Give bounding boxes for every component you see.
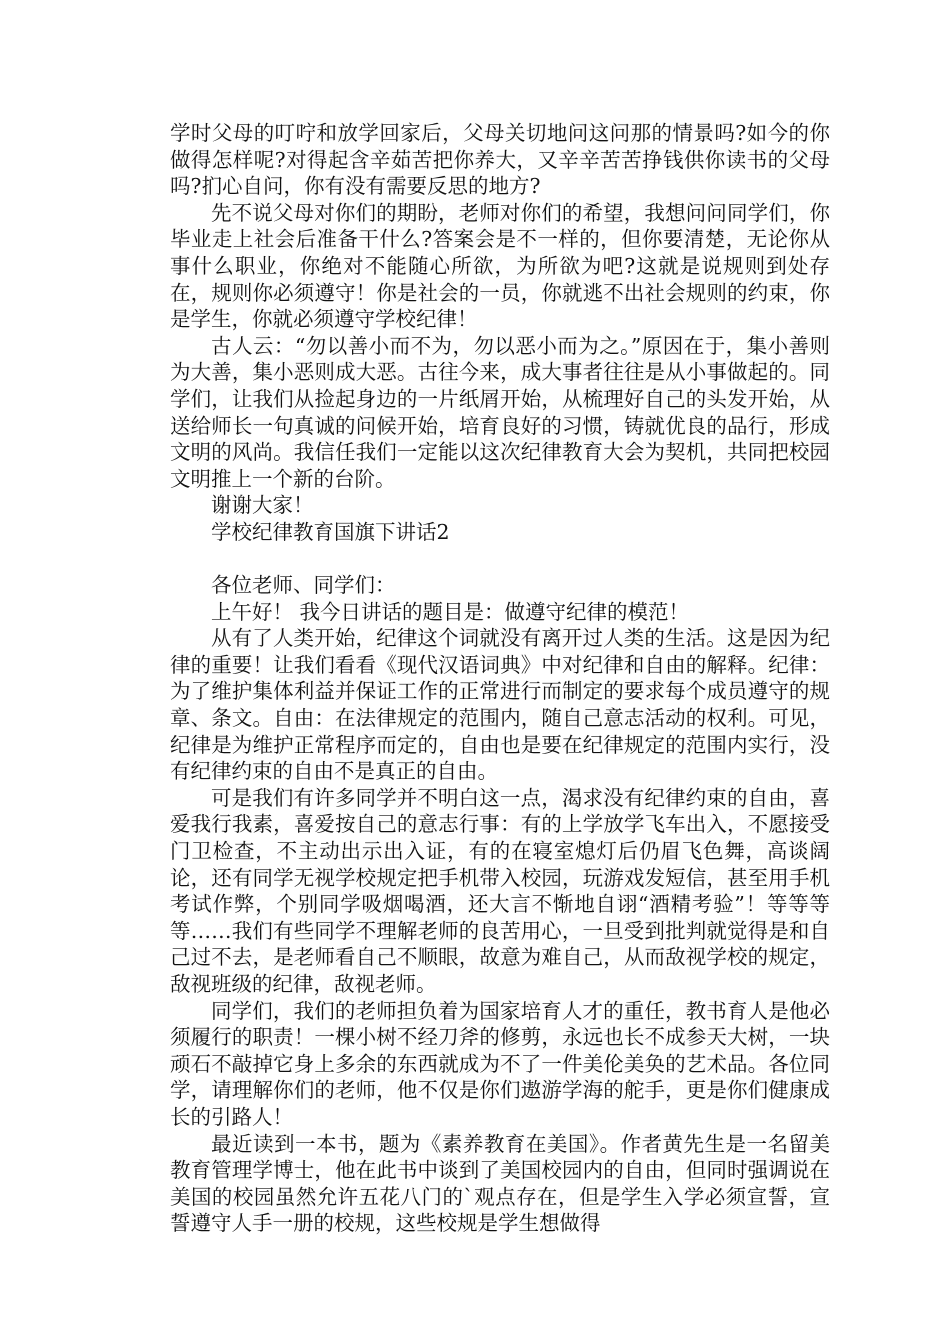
speech-title: 学校纪律教育国旗下讲话2: [211, 519, 450, 544]
paragraph-discipline-definition: 从有了人类开始，纪律这个词就没有离开过人类的生活。这是因为纪律的重要！让我们看看《现代汉语词典》中对纪律和自由的解释。纪律：为了维护集体利益并保证工作的正常进行而制定的要求每个成员遵守的规章、条文。自由：在法律规定的范围内，随自己意志活动的权利。可见，纪律是为维护正常程序而定的，自由也是要在纪律规定的范围内实行，没有纪律约束的自由不是真正的自由。: [170, 626, 830, 784]
paragraph-ancient-saying: 古人云：“勿以善小而不为，勿以恶小而为之。”原因在于，集小善则为大善，集小恶则成大恶。古往今来，成大事者往往是从小事做起的。同学们，让我们从捡起身边的一片纸屑开始，从梳理好自己的头发开始，从送给师长一句真诚的问候开始，培育良好的习惯，铸就优良的品行，形成文明的风尚。我信任我们一定能以这次纪律教育大会为契机，共同把校园文明推上一个新的台阶。: [170, 333, 830, 491]
paragraph-student-behaviors: 可是我们有许多同学并不明白这一点，渴求没有纪律约束的自由，喜爱我行我素，喜爱按自己的意志行事：有的上学放学飞车出入，不愿接受门卫检查，不主动出示出入证，有的在寝室熄灯后仍眉飞色舞，高谈阔论，还有同学无视学校规定把手机带入校园，玩游戏发短信，甚至用手机考试作弊，个别同学吸烟喝酒，还大言不惭地自诩“酒精考验”！等等等等……我们有些同学不理解老师的良苦用心，一旦受到批判就觉得是和自己过不去，是老师看自己不顺眼，故意为难自己，从而敌视学校的规定，敌视班级的纪律，敌视老师。: [170, 785, 830, 996]
paragraph-thanks: 谢谢大家！: [211, 493, 314, 518]
paragraph-society-rules: 先不说父母对你们的期盼，老师对你们的希望，我想问问同学们，你毕业走上社会后准备干什么?答案会是不一样的，但你要清楚，无论你从事什么职业，你绝对不能随心所欲，为所欲为吧?这就是说规则到处存在，规则你必须遵守！你是社会的一员，你就逃不出社会规则的约束，你是学生，你就必须遵守学校纪律！: [170, 200, 830, 332]
paragraph-topic: 上午好！ 我今日讲话的题目是：做遵守纪律的模范！: [211, 599, 690, 624]
blank-line: [170, 546, 830, 573]
paragraph-greeting: 各位老师、同学们：: [211, 573, 396, 598]
paragraph-book-reference: 最近读到一本书，题为《素养教育在美国》。作者黄先生是一名留美教育管理学博士，他在此书中谈到了美国校园内的自由，但同时强调说在美国的校园虽然允许五花八门的`观点存在，但是学生入学必须宣誓，宣誓遵守人手一册的校规，这些校规是学生想做得: [170, 1131, 830, 1236]
paragraph-teachers-duty: 同学们，我们的老师担负着为国家培育人才的重任，教书育人是他必须履行的职责！一棵小树不经刀斧的修剪，永远也长不成参天大树，一块顽石不敲掉它身上多余的东西就成为不了一件美伦美奂的艺术品。各位同学，请理解你们的老师，他不仅是你们遨游学海的舵手，更是你们健康成长的引路人！: [170, 998, 830, 1129]
paragraph-parents-reflection: 学时父母的叮咛和放学回家后，父母关切地问这问那的情景吗?如今的你做得怎样呢?对得起含辛茹苦把你养大，又辛辛苦苦挣钱供你读书的父母吗?扪心自问，你有没有需要反思的地方?: [170, 121, 830, 199]
document-page: [170, 120, 830, 1237]
